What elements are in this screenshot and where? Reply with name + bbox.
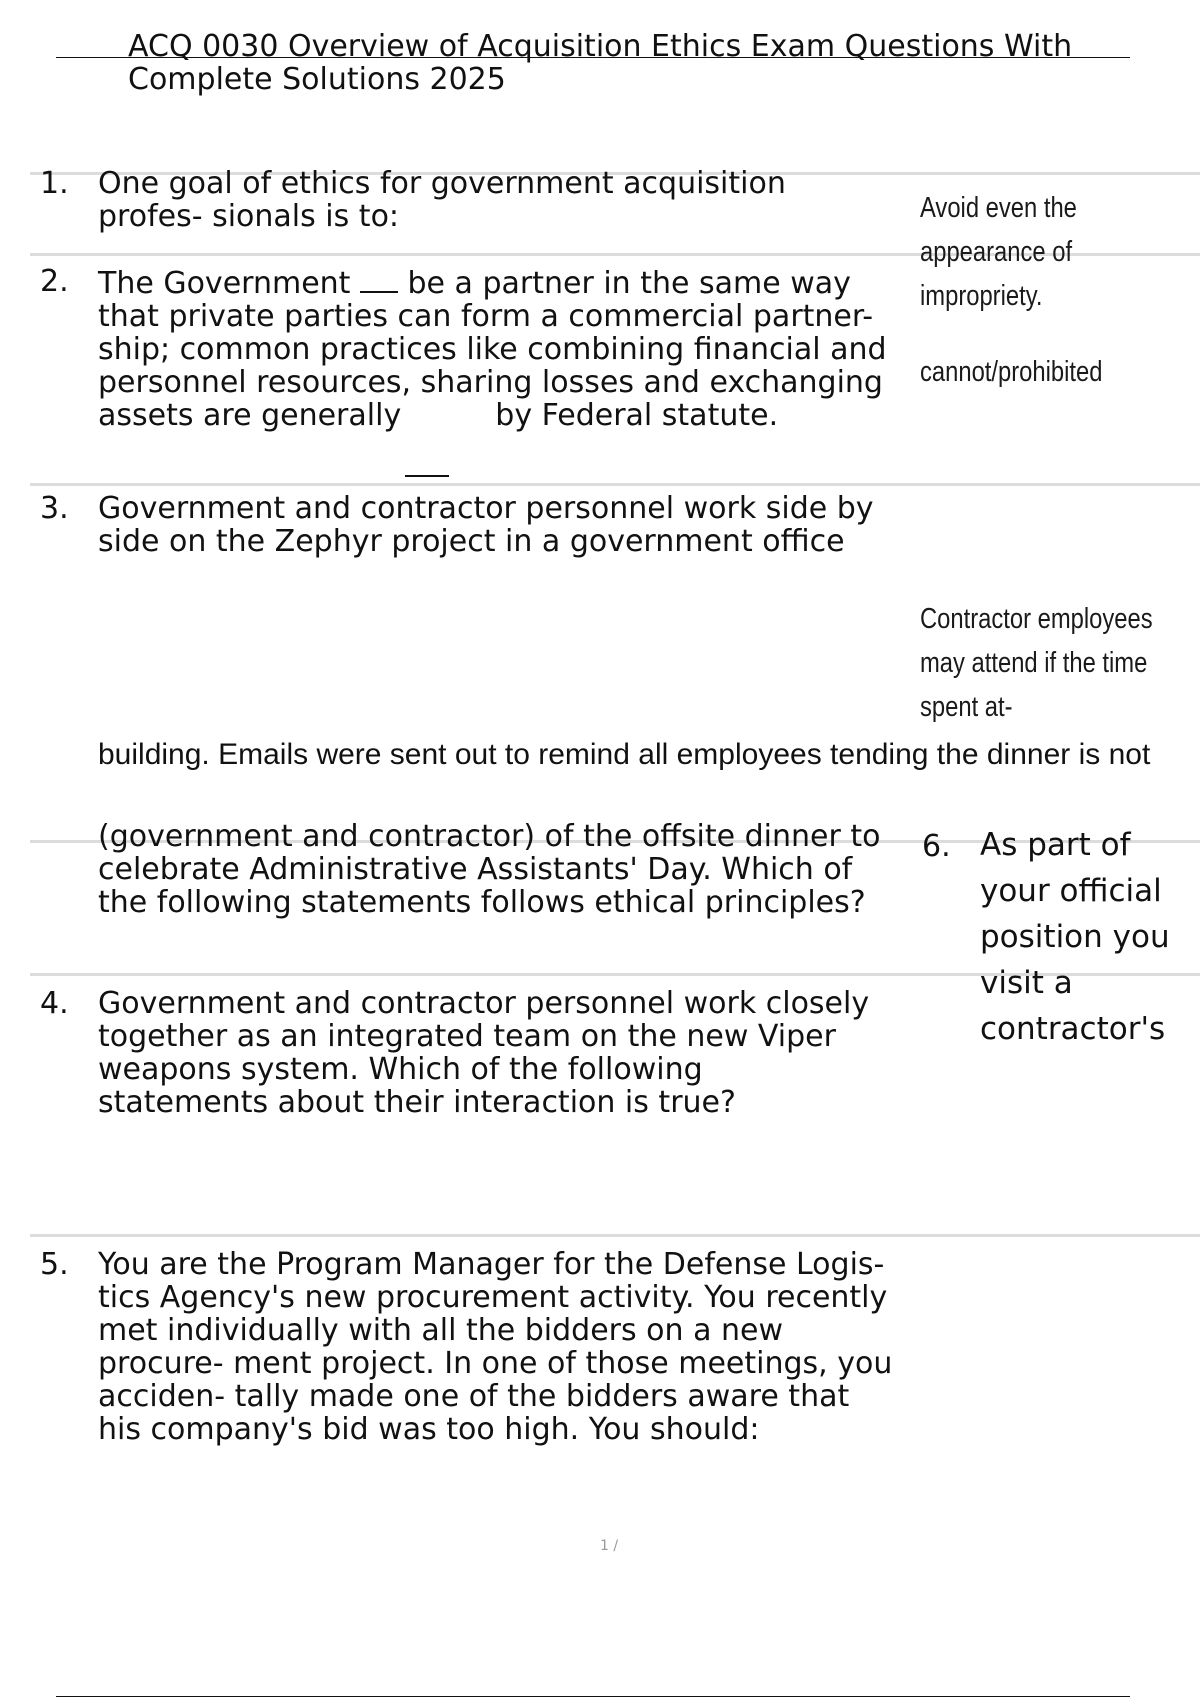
question-number: 2. bbox=[40, 264, 69, 299]
document-title: ACQ 0030 Overview of Acquisition Ethics Exam Questions With Complete Solutions 2025 bbox=[128, 29, 1073, 97]
question-text: You are the Program Manager for the Defense Logis- tics Agency's new procurement activity. You recently met individually with all the bidders on a new procure- ment project. In one of those meetings, you acciden- tally made one of the bidders aware that his company's bid was too high. You should: bbox=[98, 1247, 893, 1447]
question-number: 1. bbox=[40, 166, 69, 201]
question-text-part: building. Emails were sent out to remind all employees bbox=[98, 738, 822, 771]
question-text: As part of your official position you visit a contractor's bbox=[980, 827, 1170, 1047]
question-text-part: by Federal statute. bbox=[495, 398, 779, 433]
question-number: 5. bbox=[40, 1247, 69, 1282]
question-text: Government and contractor personnel work side by side on the Zephyr project in a government office bbox=[98, 491, 874, 559]
question-number: 3. bbox=[40, 491, 69, 526]
question-number: 6. bbox=[922, 829, 951, 864]
question-text: Government and contractor personnel work closely together as an integrated team on the new Viper weapons system. Which of the following statements about their interaction is true? bbox=[98, 986, 870, 1120]
question-text-part: The Government bbox=[98, 266, 351, 301]
answer-text: cannot/prohibited bbox=[920, 356, 1103, 388]
answer-text: tending the dinner is not bbox=[830, 738, 1151, 771]
question-text-continued bbox=[98, 735, 1188, 775]
question-number: 4. bbox=[40, 986, 69, 1021]
page-number: 1 / bbox=[600, 1538, 619, 1554]
question-text-part: be a partner in the same way that private parties can form a commercial partner- ship; common practices like combining financial and personnel resources, sharing losses and exchanging assets are generally bbox=[98, 266, 887, 433]
question-text: (government and contractor) of the offsite dinner to celebrate Administrative Assistants' Day. Which of the following statements follows ethical principles? bbox=[98, 819, 881, 920]
separator bbox=[30, 1234, 1200, 1237]
fill-blank bbox=[360, 265, 398, 293]
answer-text: Contractor employees may attend if the time spent at- bbox=[920, 603, 1153, 723]
question-text bbox=[98, 265, 898, 432]
question-text: One goal of ethics for government acquisition profes- sionals is to: bbox=[98, 166, 786, 234]
fill-blank bbox=[411, 399, 486, 425]
fill-blank-underline bbox=[405, 475, 449, 477]
answer-text: Avoid even the appearance of impropriety. bbox=[920, 192, 1077, 312]
footer-rule bbox=[56, 1696, 1130, 1697]
separator bbox=[30, 483, 1200, 486]
